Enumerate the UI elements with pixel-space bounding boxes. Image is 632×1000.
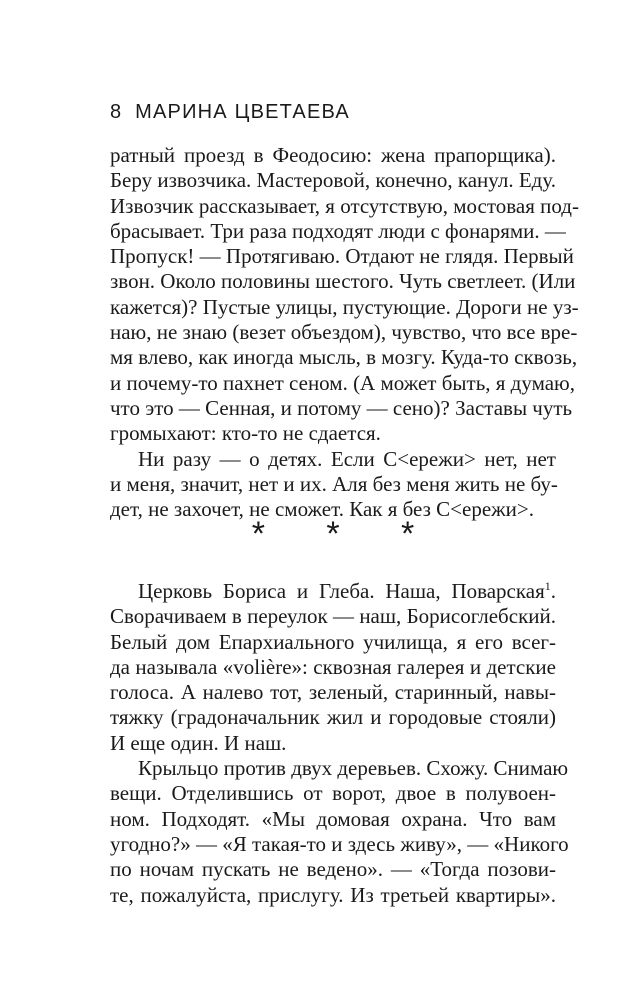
text-line: угодно?» — «Я такая-то и здесь живу», — «Никого <box>110 831 569 856</box>
paragraph-porch <box>110 756 569 908</box>
text-section-one <box>110 143 579 522</box>
paragraph-about-children <box>110 447 556 523</box>
text-line: Извозчик рассказывает, я отсутствую, мостовая под- <box>110 193 579 218</box>
page-number: 8 <box>110 101 122 123</box>
text-line: те, пожалуйста, прислугу. Из третьей квартиры». <box>110 882 556 907</box>
text-line: ратный проезд в Феодосию: жена прапорщика). <box>110 143 556 167</box>
text-line: Беру извозчика. Мастеровой, конечно, канул. Еду. <box>110 168 556 193</box>
paragraph-continuation <box>110 143 579 447</box>
text-line: наю, не знаю (везет объездом), чувство, что все вре- <box>110 320 578 345</box>
running-head <box>110 100 350 124</box>
text-line: Сворачиваем в переулок — наш, Борисоглебский. <box>110 604 556 629</box>
text-line-with-footnote <box>110 579 556 604</box>
text-fragment: . <box>550 579 556 603</box>
text-line: И еще один. И наш. <box>110 730 287 755</box>
text-fragment: Церковь Бориса и Глеба. Наша, Поварская <box>138 579 545 603</box>
text-line: и меня, значит, нет и их. Аля без меня жить не бу- <box>110 471 558 496</box>
text-line: да называла «volière»: сквозная галерея и детские <box>110 654 556 679</box>
text-line: вещи. Отделившись от ворот, двое в полувоен- <box>110 781 556 806</box>
text-line: Белый дом Епархиального училища, я его всег- <box>110 629 556 654</box>
paragraph-church <box>110 579 556 756</box>
text-section-two <box>110 579 569 908</box>
footnote-reference[interactable]: 1 <box>544 579 551 593</box>
author-name: МАРИНА ЦВЕТАЕВА <box>135 101 350 123</box>
text-line: что это — Сенная, и потому — сено)? Заставы чуть <box>110 395 573 420</box>
section-separator: * * * <box>251 515 441 553</box>
text-line: и почему-то пахнет сеном. (А может быть, я думаю, <box>110 370 575 395</box>
text-line: голоса. А налево тот, зеленый, старинный, навы- <box>110 680 556 705</box>
text-line: Крыльцо против двух деревьев. Схожу. Снимаю <box>138 756 569 781</box>
text-line: по ночам пускать не ведено». — «Тогда позови- <box>110 857 556 882</box>
text-line: дет, не захочет, не сможет. Как я без С<ережи>. <box>110 497 534 522</box>
text-line: Пропуск! — Протягиваю. Отдают не глядя. Первый <box>110 244 574 269</box>
text-line: ном. Подходят. «Мы домовая охрана. Что вам <box>110 806 556 831</box>
text-line: звон. Около половины шестого. Чуть светлеет. (Или <box>110 269 576 294</box>
text-line: Ни разу — о детях. Если С<ережи> нет, нет <box>138 446 556 471</box>
text-line: кажется)? Пустые улицы, пустующие. Дороги не уз- <box>110 294 579 319</box>
text-line: брасывает. Три раза подходят люди с фонарями. — <box>110 218 566 243</box>
text-line: мя влево, как иногда мысль, в мозгу. Куда-то сквозь, <box>110 345 578 370</box>
text-line: громыхают: кто-то не сдается. <box>110 421 381 446</box>
text-line: тяжку (градоначальник жил и городовые стояли) <box>110 705 556 730</box>
